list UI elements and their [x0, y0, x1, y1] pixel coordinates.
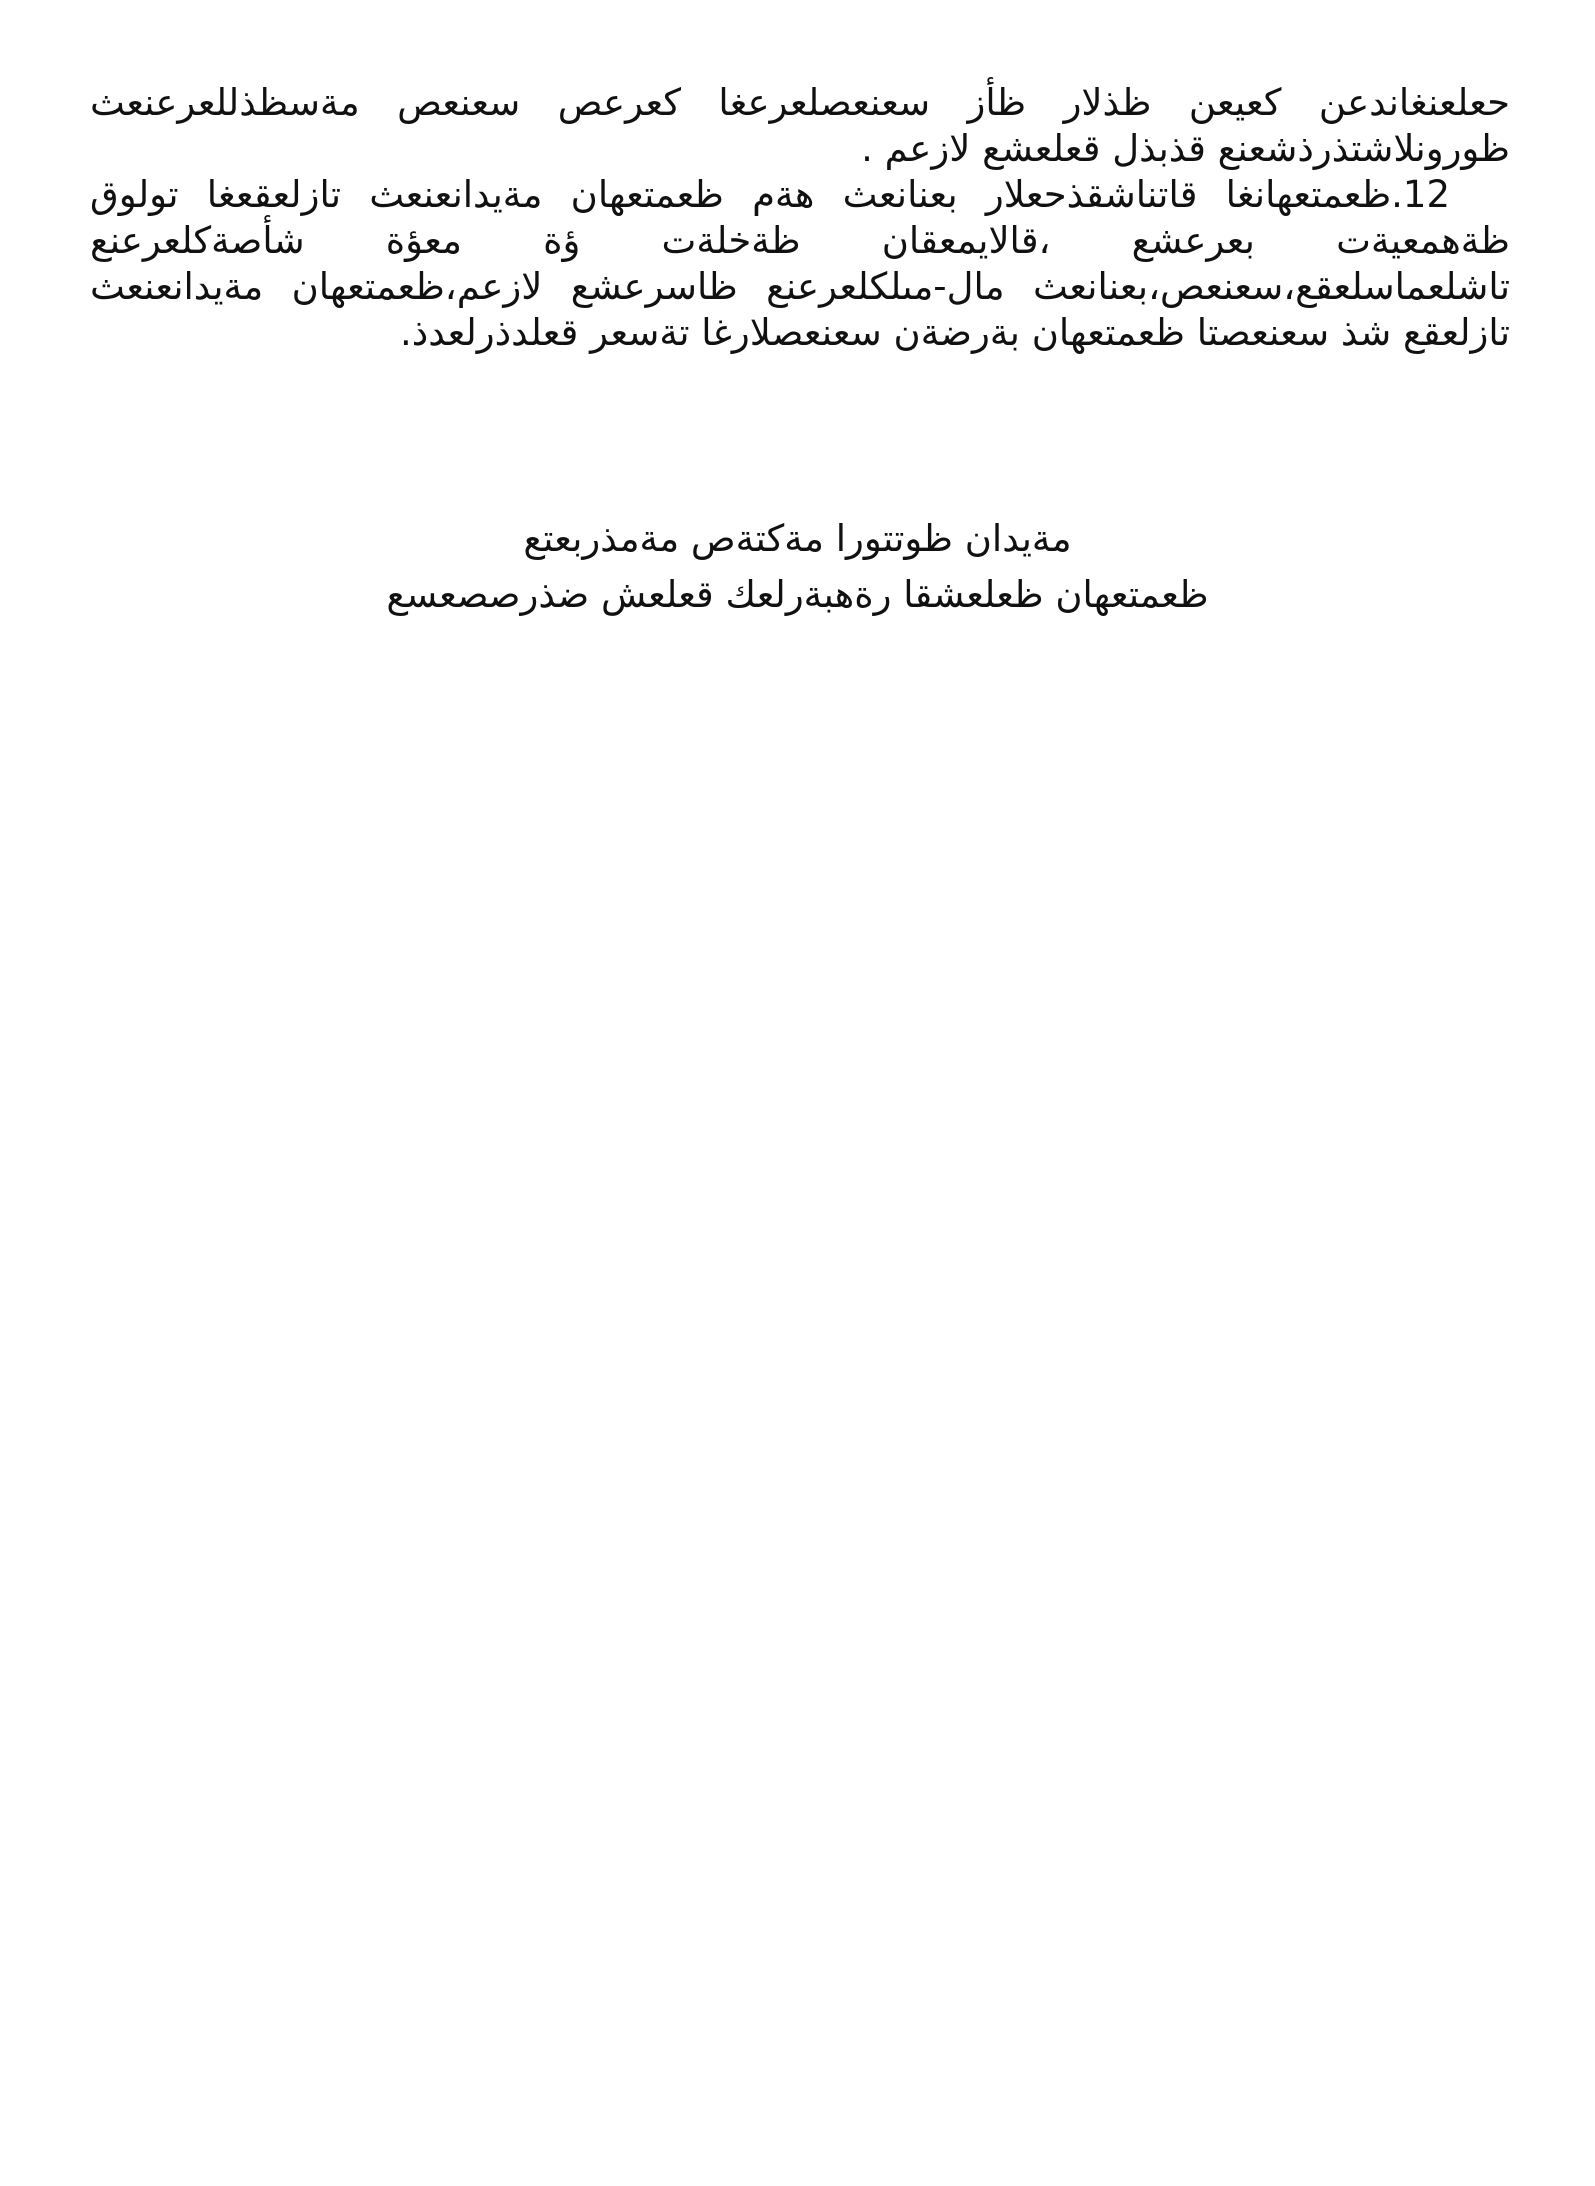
signature-block — [0, 511, 1595, 623]
paragraph-rule-12: 12.ظعمتعهانغا قاتناشقذحعلار بعنانعث هةم ظعمتعهان مةيدانعنعث تازلعقعغا تولوق ظةهمعيةت بعرعشع ،قالايمعقان ظةخلةت ؤة معؤة شأصةكلعرعنع تاشلعماسلعقع،سعنعص،بعنانعث مال-مىلكلعرعنع ظاسرعشع لازعم،ظعمتعهان مةيدانعنعث تازلعقع شذ سعنعصتا ظعمتعهان بةرضةن سعنعصلارغا تةسعر قعلدذرلعدذ. — [90, 173, 1510, 354]
signature-exam-leadership-group: ظعمتعهان ظعلعشقا رةهبةرلعك قعلعش ضذرصصعسع — [386, 573, 1209, 616]
document-body — [90, 80, 1510, 356]
paragraph-1: حعلعنغاندعن كعيعن ظذلار ظأز سعنعصلعرعغا كعرعص سعنعص مةسظذللعرعنعث ظورونلاشتذرذشعنع قذبذل قعلعشع لازعم . — [90, 81, 1510, 170]
signature-school-management: مةيدان ظوتتورا مةكتةص مةمذربعتع — [523, 517, 1072, 560]
